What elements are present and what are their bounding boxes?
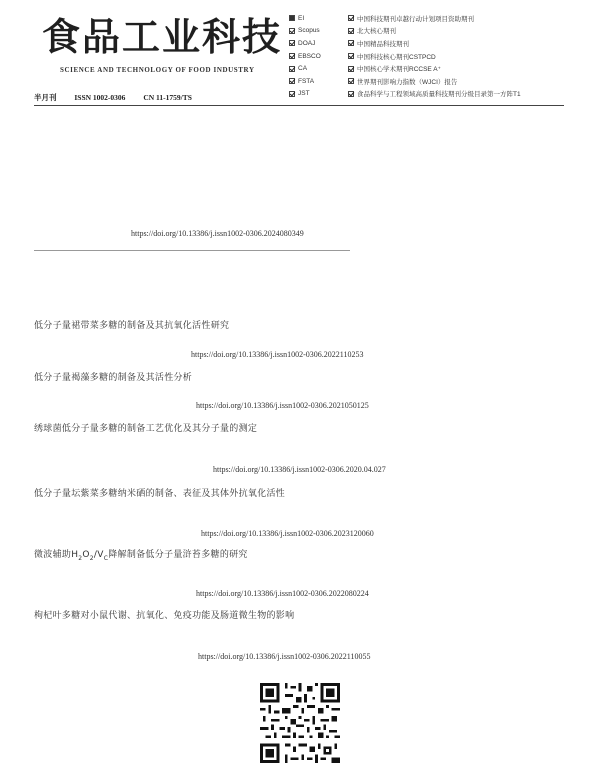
recognition-label: 食品科学与工程领域高质量科技期刊分级目录第一方阵T1 — [357, 91, 521, 99]
index-label: DOAJ — [298, 39, 316, 47]
recognition-label: 中国精品科技期刊 — [357, 40, 409, 48]
related-article-title: 低分子量褐藻多糖的制备及其活性分析 — [34, 373, 193, 383]
journal-title-cn: 食品工业科技 — [42, 14, 283, 59]
checkbox-checked-icon — [289, 66, 295, 72]
related-article-doi-link[interactable]: https://doi.org/10.13386/j.issn1002-0306.2021050125 — [196, 401, 369, 410]
issn-row — [34, 92, 284, 103]
checkbox-checked-icon — [348, 53, 354, 59]
section-divider — [34, 250, 350, 251]
related-article-title: 绣球菌低分子量多糖的制备工艺优化及其分子量的测定 — [34, 424, 258, 434]
related-article-doi-link[interactable]: https://doi.org/10.13386/j.issn1002-0306.2022110253 — [191, 350, 364, 359]
checkbox-checked-icon — [289, 91, 295, 97]
related-article-doi-link[interactable]: https://doi.org/10.13386/j.issn1002-0306.2020.04.027 — [213, 465, 386, 474]
checkbox-checked-icon — [348, 66, 354, 72]
issn: ISSN 1002-0306 — [74, 93, 126, 102]
header-divider — [34, 105, 564, 106]
index-item — [289, 62, 345, 75]
filled-square-icon — [289, 15, 295, 21]
index-label: CA — [298, 65, 308, 73]
index-item — [289, 37, 345, 50]
index-item — [289, 75, 345, 88]
related-article-title: 枸杞叶多糖对小鼠代谢、抗氧化、免疫功能及肠道微生物的影响 — [34, 611, 295, 621]
recognition-item — [348, 88, 568, 101]
related-article-doi-link[interactable]: https://doi.org/10.13386/j.issn1002-0306.2022110055 — [198, 652, 371, 661]
index-item — [289, 25, 345, 38]
index-label: Scopus — [298, 27, 320, 35]
recognition-item — [348, 37, 568, 50]
recognition-label: 世界期刊影响力指数（WJCI）报告 — [357, 78, 458, 86]
checkbox-checked-icon — [289, 40, 295, 46]
index-list — [289, 12, 345, 100]
related-article-title: 微波辅助$H_2O_2/V_C$降解制备低分子量浒苔多糖的研究 — [34, 550, 248, 562]
checkbox-checked-icon — [348, 40, 354, 46]
recognition-item — [348, 62, 568, 75]
recognition-item — [348, 75, 568, 88]
checkbox-checked-icon — [289, 28, 295, 34]
index-label: EBSCO — [298, 52, 321, 60]
index-label: FSTA — [298, 77, 315, 85]
index-item — [289, 12, 345, 25]
recognition-item — [348, 50, 568, 63]
related-article-doi-link[interactable]: https://doi.org/10.13386/j.issn1002-0306.2023120060 — [201, 529, 374, 538]
qr-code — [260, 683, 340, 763]
index-item — [289, 88, 345, 101]
recognition-label: 中国科技核心期刊CSTPCD — [357, 53, 436, 61]
cn-number: CN 11-1759/TS — [143, 93, 192, 102]
main-doi-link[interactable]: https://doi.org/10.13386/j.issn1002-0306.2024080349 — [131, 229, 304, 238]
frequency: 半月刊 — [34, 93, 57, 102]
recognition-label: 北大核心期刊 — [357, 28, 396, 36]
recognition-item — [348, 25, 568, 38]
recognition-label: 中国科技期刊卓越行动计划项目资助期刊 — [357, 15, 474, 23]
recognition-list — [348, 12, 568, 100]
checkbox-checked-icon — [348, 15, 354, 21]
journal-title-en: SCIENCE AND TECHNOLOGY OF FOOD INDUSTRY — [60, 66, 255, 74]
checkbox-checked-icon — [348, 28, 354, 34]
journal-brand — [34, 8, 284, 106]
related-article-doi-link[interactable]: https://doi.org/10.13386/j.issn1002-0306.2022080224 — [196, 589, 369, 598]
journal-masthead — [34, 8, 564, 106]
checkbox-checked-icon — [289, 53, 295, 59]
index-label: EI — [298, 14, 305, 22]
related-article-title: 低分子量裙带菜多糖的制备及其抗氧化活性研究 — [34, 321, 230, 331]
checkbox-checked-icon — [348, 91, 354, 97]
related-article-title: 低分子量坛紫菜多糖纳米硒的制备、表征及其体外抗氧化活性 — [34, 489, 286, 499]
index-label: JST — [298, 90, 310, 98]
index-item — [289, 50, 345, 63]
recognition-item — [348, 12, 568, 25]
checkbox-checked-icon — [289, 78, 295, 84]
checkbox-checked-icon — [348, 78, 354, 84]
recognition-label: 中国核心学术期刊RCCSE A⁺ — [357, 66, 441, 74]
